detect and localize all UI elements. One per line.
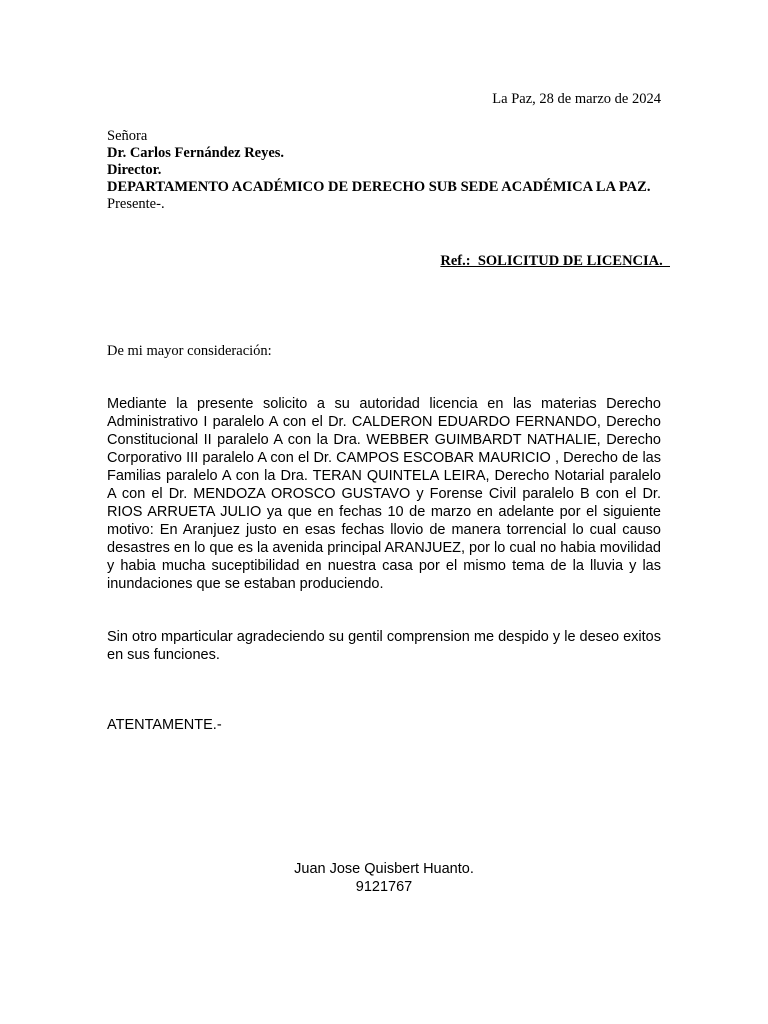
recipient-name: Dr. Carlos Fernández Reyes. bbox=[107, 145, 285, 161]
signature-block bbox=[234, 860, 534, 896]
recipient-presente: Presente-. bbox=[107, 196, 165, 212]
letter-date: La Paz, 28 de marzo de 2024 bbox=[492, 91, 661, 107]
signature-name: Juan Jose Quisbert Huanto. bbox=[294, 861, 474, 877]
recipient-department: DEPARTAMENTO ACADÉMICO DE DERECHO SUB SEDE ACADÉMICA LA PAZ. bbox=[107, 179, 651, 195]
recipient-block bbox=[107, 128, 657, 213]
recipient-title: Director. bbox=[107, 162, 162, 178]
recipient-salutation: Señora bbox=[107, 128, 148, 144]
greeting: De mi mayor consideración: bbox=[107, 343, 272, 359]
signature-id-number: 9121767 bbox=[355, 879, 413, 895]
closing-phrase: ATENTAMENTE.- bbox=[107, 717, 222, 733]
body-paragraph-closing-remarks: Sin otro mparticular agradeciendo su gentil comprension me despido y le deseo exitos en sus funciones. bbox=[107, 629, 661, 663]
reference-line: Ref.: SOLICITUD DE LICENCIA. bbox=[440, 253, 670, 269]
body-paragraph-request: Mediante la presente solicito a su autoridad licencia en las materias Derecho Administrativo I paralelo A con el Dr. CALDERON EDUARDO FERNANDO, Derecho Constitucional II paralelo A con la Dra. WEBBER GUIMBARDT NATHALIE, Derecho Corporativo III paralelo A con el Dr. CAMPOS ESCOBAR MAURICIO , Derecho de las Familias paralelo A con la Dra. TERAN QUINTELA LEIRA, Derecho Notarial paralelo A con el Dr. MENDOZA OROSCO GUSTAVO y Forense Civil paralelo B con el Dr. RIOS ARRUETA JULIO ya que en fechas 10 de marzo en adelante por el siguiente motivo: En Aranjuez justo en esas fechas llovio de manera torrencial lo cual causo desastres en lo que es la avenida principal ARANJUEZ, por lo cual no habia movilidad y habia mucha suceptibilidad en nuestra casa por el mismo tema de la lluvia y las inundaciones que se estaban produciendo. bbox=[107, 396, 661, 592]
